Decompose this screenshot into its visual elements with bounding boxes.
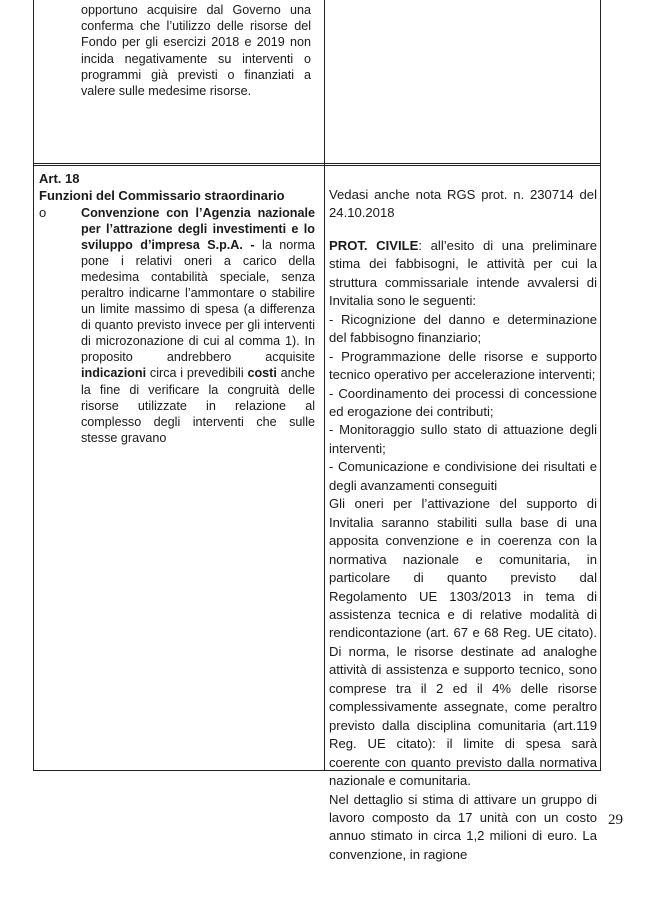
prot-civile-text: : all’esito di una preliminare stima dei fabbisogni, le attività per cui la struttura commissariale intende avvalersi di Invitalia sono le seguenti:: [329, 237, 597, 309]
top-left-cell-text: opportuno acquisire dal Governo una conferma che l’utilizzo delle risorse del Fondo per gli esercizi 2018 e 2019 non incida negativamente su interventi o programmi già previsti o finanziati a valere sulle medesime risorse.: [81, 3, 311, 99]
page-number: 29: [608, 812, 623, 828]
bullet-text-1: la norma pone i relativi oneri a carico della medesima contabilità speciale, senza peraltro indicarne l’ammontare o stabilire un limite massimo di spesa (a differenza di quanto previsto invece per gli interventi di microzonazione di cui al comma 1). In proposito andrebbero acquisite: [81, 238, 315, 365]
dettaglio-paragraph: Nel dettaglio si stima di attivare un gruppo di lavoro composto da 17 unità con un costo annuo stimato in circa 1,2 milioni di euro. La convenzione, in ragione: [329, 791, 597, 862]
bullet-text-3: anche la fine di verificare la congruità delle risorse utilizzate in relazione al complesso degli interventi che sulle stesse gravano: [81, 366, 315, 445]
rgs-note: Vedasi anche nota RGS prot. n. 230714 del 24.10.2018: [329, 187, 597, 221]
article-title: Funzioni del Commissario straordinario: [39, 188, 285, 203]
bullet-marker: o: [39, 205, 47, 220]
oneri-paragraph: Gli oneri per l’attivazione del supporto di Invitalia saranno stabiliti sulla base di una apposita convenzione e in coerenza con la normativa nazionale e comunitaria, in particolare di quanto previsto dal Regolamento UE 1303/2013 in tema di assistenza tecnica e di relative modalità di rendicontazione (art. 67 e 68 Reg. UE citato). Di norma, le risorse destinate ad analoghe attività di assistenza e supporto tecnico, sono comprese tra il 2 ed il 4% delle risorse complessivamente assegnate, come peraltro previsto dalla disciplina comunitaria (art.119 Reg. UE citato): il limite di spesa sarà coerente con quanto previsto dalla normativa nazionale e comunitaria.: [329, 496, 597, 789]
list-item: - Monitoraggio sullo stato di attuazione degli interventi;: [329, 422, 597, 456]
row-divider: [34, 163, 600, 166]
table-frame: [33, 0, 601, 862]
list-item: - Ricognizione del danno e determinazione del fabbisogno finanziario;: [329, 311, 597, 346]
prot-civile-paragraph: [329, 237, 597, 311]
list-item: - Programmazione delle risorse e supporto tecnico operativo per accelerazione interventi;: [329, 348, 597, 383]
list-item: - Coordinamento dei processi di concessione ed erogazione dei contributi;: [329, 385, 597, 419]
bullet-bold-indicazioni: indicazioni: [81, 366, 147, 381]
left-column: [39, 205, 315, 446]
right-column: [329, 186, 597, 864]
bullet-bold-lead: Convenzione con l’Agenzia nazionale per l’attrazione degli investimenti e lo sviluppo d’impresa S.p.A. -: [81, 206, 315, 253]
bullet-bold-costi: costi: [247, 366, 277, 381]
article-number: Art. 18: [39, 171, 80, 186]
bullet-paragraph: [81, 205, 315, 446]
list-item: - Comunicazione e condivisione dei risultati e degli avanzamenti conseguiti: [329, 459, 597, 493]
prot-civile-label: PROT. CIVILE: [329, 237, 419, 253]
column-divider: [324, 0, 325, 770]
article-heading: [39, 170, 285, 204]
bullet-text-2: circa i prevedibili: [146, 366, 248, 381]
